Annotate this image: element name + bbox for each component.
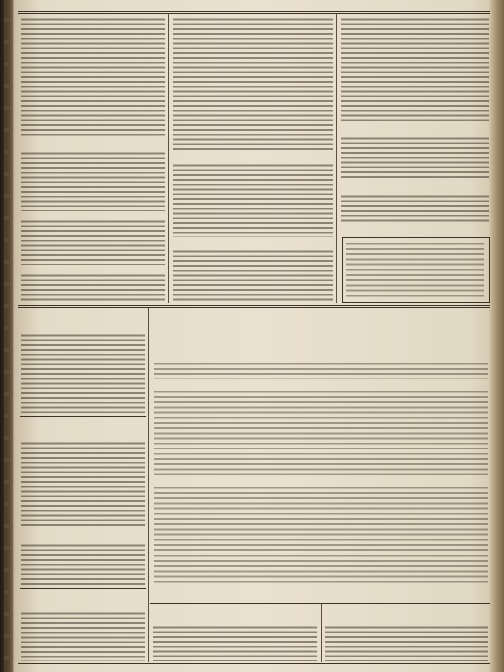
ad-rule bbox=[150, 603, 490, 604]
ad-text bbox=[153, 625, 317, 661]
bottom-rule bbox=[18, 663, 490, 664]
article-text bbox=[173, 249, 333, 301]
notice-text bbox=[21, 611, 145, 661]
ad-rule bbox=[20, 588, 146, 589]
section-rule bbox=[18, 305, 490, 306]
ad-intro-text bbox=[154, 361, 488, 379]
notice-text bbox=[21, 441, 145, 527]
article-text bbox=[173, 163, 333, 237]
ad-text bbox=[154, 451, 488, 475]
ad-divider bbox=[321, 604, 322, 662]
article-text bbox=[341, 136, 489, 178]
article-text bbox=[21, 17, 165, 137]
top-rule bbox=[18, 11, 490, 12]
article-text bbox=[21, 151, 165, 211]
top-rule-2 bbox=[18, 13, 490, 14]
article-text bbox=[173, 17, 333, 151]
newspaper-page bbox=[16, 5, 492, 667]
article-text bbox=[341, 194, 489, 224]
page-edge bbox=[490, 0, 504, 672]
quotations-table bbox=[346, 241, 484, 297]
column-divider-2 bbox=[336, 13, 337, 303]
article-text bbox=[21, 273, 165, 301]
ad-rule bbox=[20, 416, 146, 417]
ad-table bbox=[154, 389, 488, 449]
ad-table bbox=[154, 485, 488, 551]
column-divider-1 bbox=[168, 13, 169, 303]
article-text bbox=[21, 219, 165, 265]
ad-text bbox=[154, 553, 488, 583]
article-text bbox=[341, 17, 489, 121]
notice-text bbox=[21, 333, 145, 413]
section-rule-2 bbox=[18, 307, 490, 308]
column-divider-3 bbox=[148, 308, 149, 662]
notice-text bbox=[21, 543, 145, 585]
ad-text bbox=[325, 625, 488, 661]
binding-stitching bbox=[4, 0, 9, 672]
